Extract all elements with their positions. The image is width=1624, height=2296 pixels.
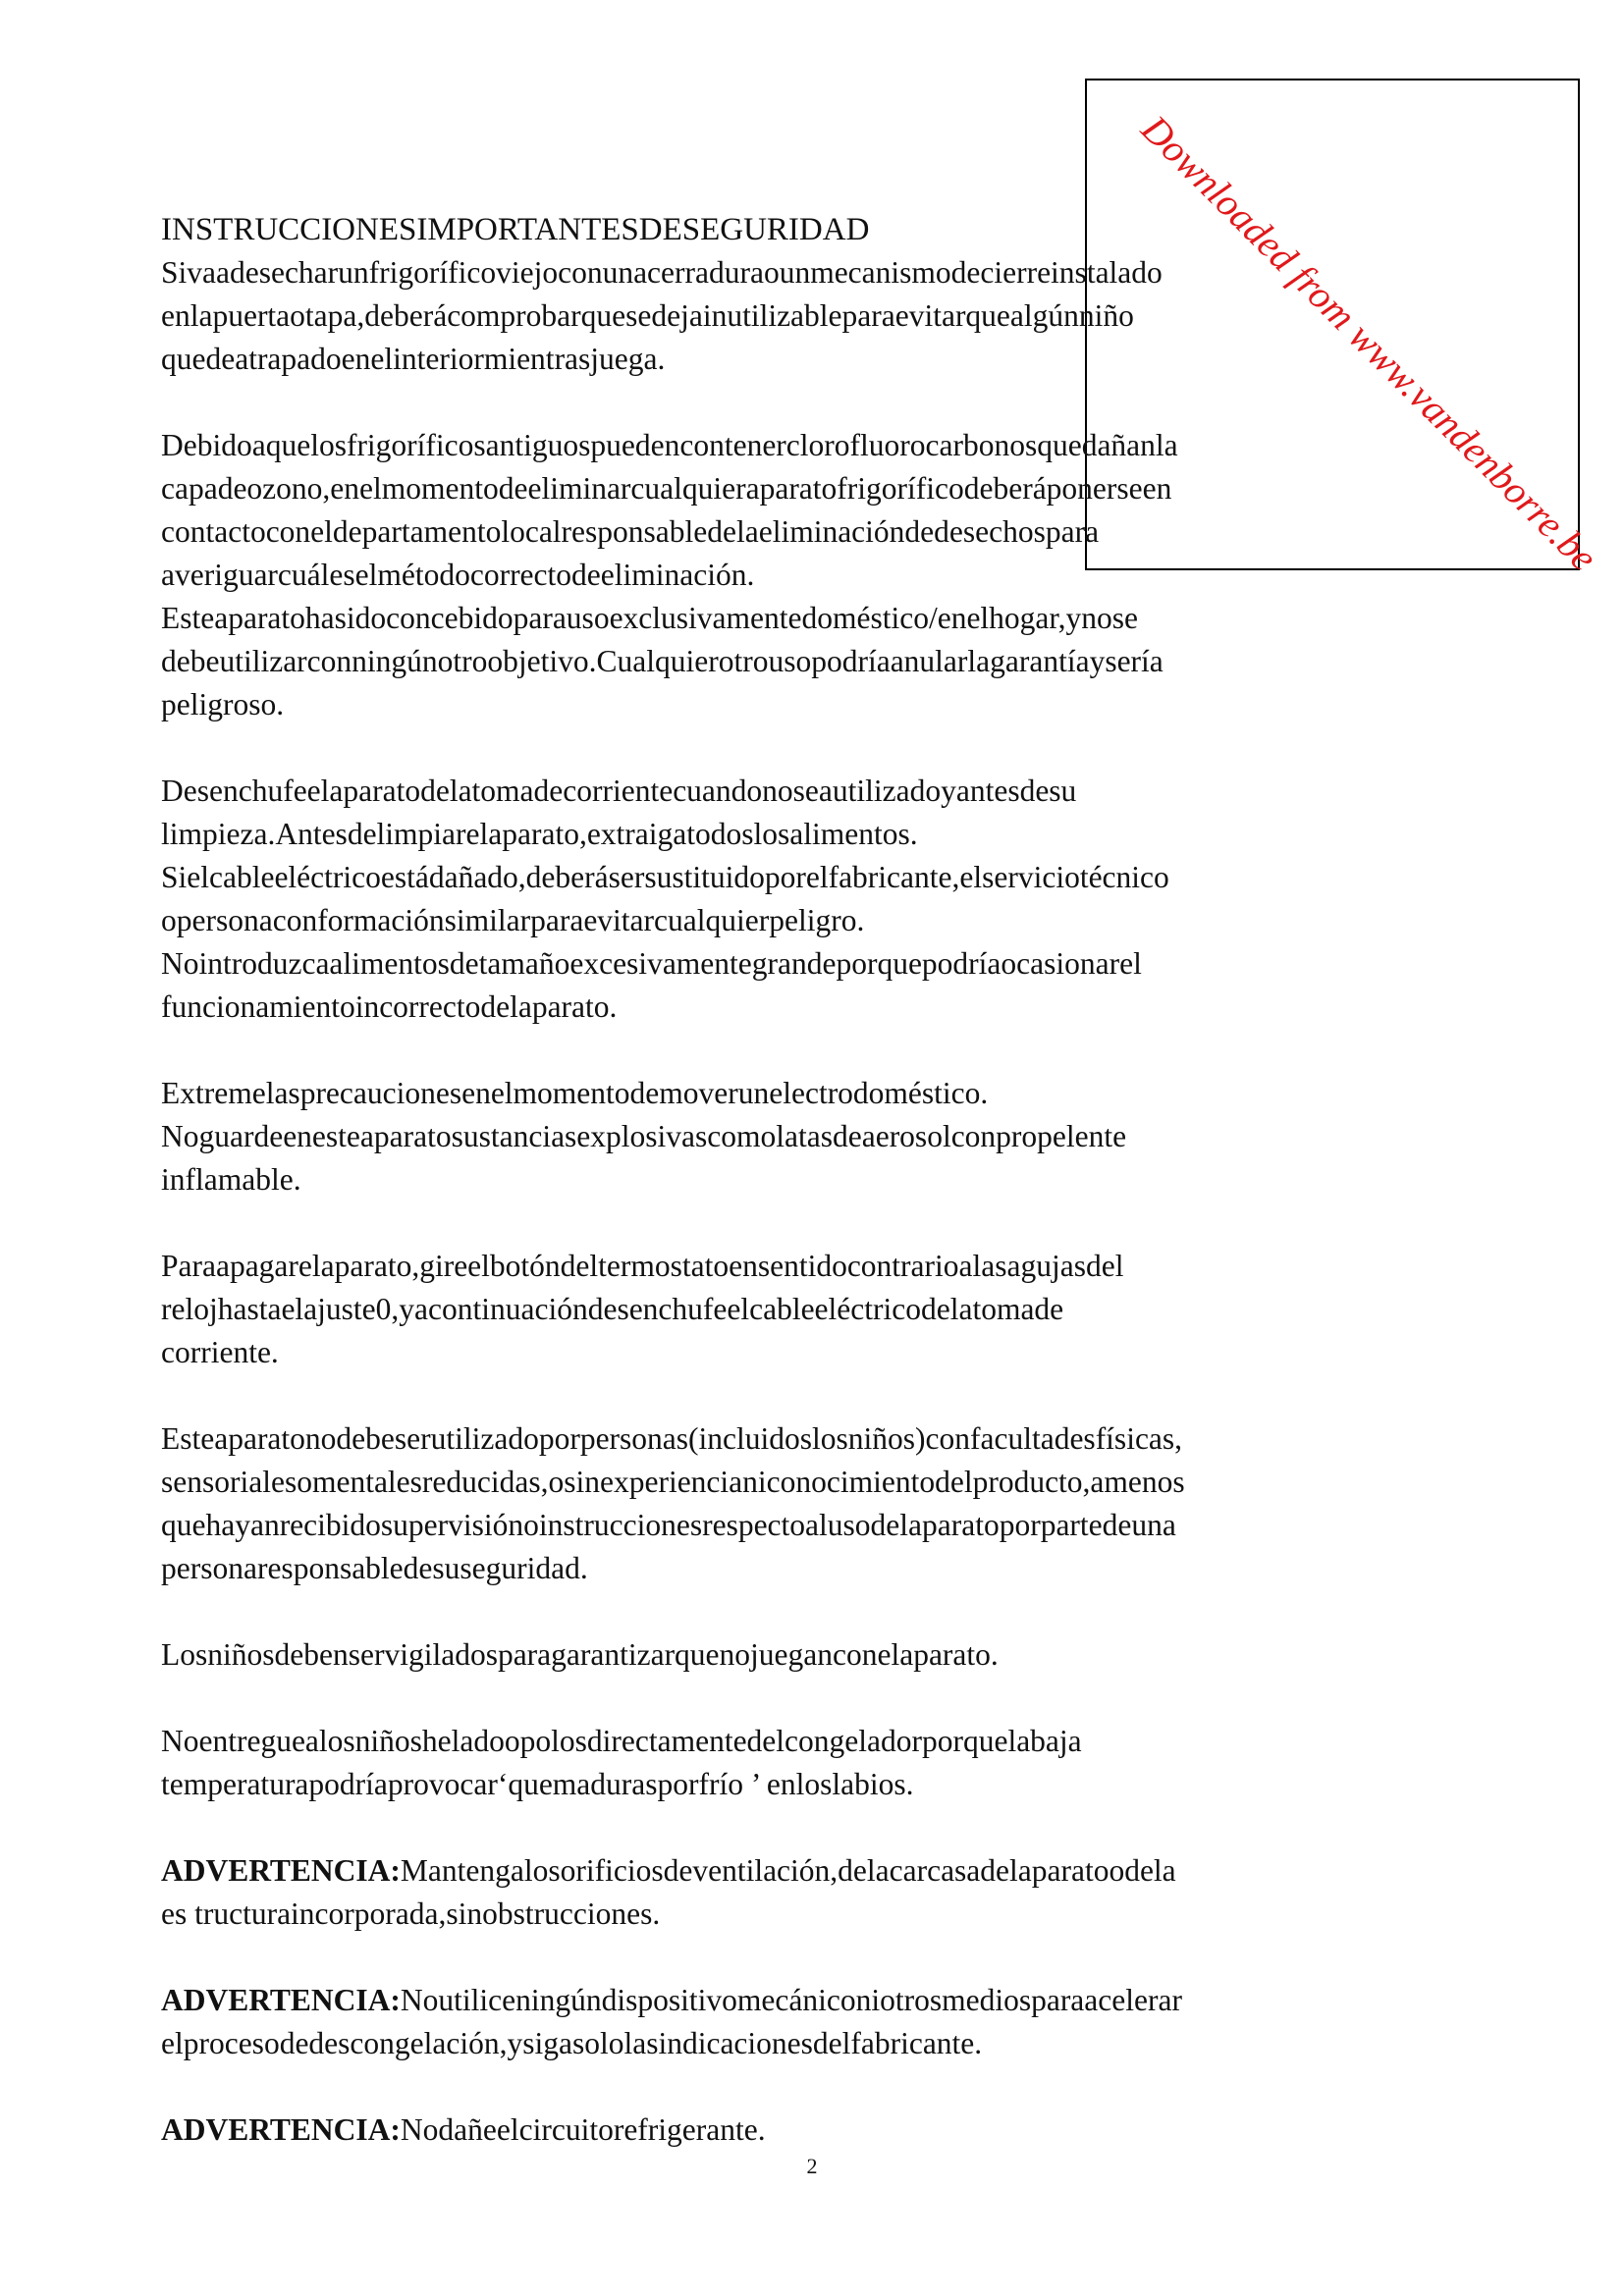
text-line: temperaturapodríaprovocar‘quemadurasporfrío ’ enloslabios. [161, 1767, 914, 1801]
text-line: Desenchufeelaparatodelatomadecorrientecuandonoseautilizadoyantesdesu [161, 774, 1077, 808]
text-line: Mantengalosorificiosdeventilación,delacarcasadelaparatoodela [400, 1853, 1176, 1888]
text-line: debeutilizarconningúnotroobjetivo.Cualquierotrousopodríaanularlagarantíaysería [161, 644, 1164, 678]
watermark-text: Downloaded from www.vandenborre.be [1133, 106, 1606, 580]
text-line: Esteaparatonodebeserutilizadoporpersonas(incluidoslosniños)confacultadesfísicas, [161, 1421, 1183, 1456]
text-line: sensorialesomentalesreducidas,osinexperiencianiconocimientodelproducto,amenos [161, 1465, 1185, 1499]
text-line: Noutiliceningúndispositivomecániconiotrosmediosparaacelerar [400, 1983, 1182, 2017]
text-line: averiguarcuáleselmétodocorrectodeeliminación. [161, 558, 755, 592]
text-line: Paraapagarelaparato,gireelbotóndeltermostatoensentidocontrarioalasagujasdel [161, 1249, 1124, 1283]
paragraph-children-supervision [161, 1633, 1388, 1677]
paragraph-cfc-disposal [161, 424, 1388, 726]
text-line: limpieza.Antesdelimpiarelaparato,extraigatodoslosalimentos. [161, 817, 918, 851]
paragraph-unplug-cleaning [161, 770, 1388, 1029]
text-line: Losniñosdebenservigiladosparagarantizarquenojueganconelaparato. [161, 1637, 999, 1672]
paragraph-moving-explosives [161, 1072, 1388, 1201]
page-number: 2 [806, 2154, 818, 2178]
text-line: funcionamientoincorrectodelaparato. [161, 989, 618, 1024]
text-line: Noentreguealosniñosheladoopolosdirectamentedelcongeladorporquelabaja [161, 1724, 1082, 1758]
text-line: inflamable. [161, 1162, 301, 1197]
paragraph-reduced-capabilities [161, 1417, 1388, 1590]
document-body [161, 208, 1388, 2152]
section-heading: INSTRUCCIONESIMPORTANTESDESEGURIDAD [161, 212, 870, 247]
text-line: Extremelasprecaucionesenelmomentodemoverunelectrodoméstico. [161, 1076, 989, 1110]
text-line: Nointroduzcaalimentosdetamañoexcesivamentegrandeporquepodríaocasionarel [161, 946, 1142, 981]
text-line: relojhastaelajuste0,yacontinuacióndesenchufeelcableeléctricodelatomade [161, 1292, 1064, 1326]
text-line: es tructuraincorporada,sinobstrucciones. [161, 1896, 661, 1931]
text-line: personaresponsabledesuseguridad. [161, 1551, 588, 1585]
text-line: quedeatrapadoenelinteriormientrasjuega. [161, 342, 666, 376]
text-line: Noguardeenesteaparatosustanciasexplosivascomolatasdeaerosolconpropelente [161, 1119, 1127, 1153]
warning-defrost [161, 1979, 1388, 2065]
text-line: elprocesodedescongelación,ysigasololasindicacionesdelfabricante. [161, 2026, 983, 2060]
text-line: peligroso. [161, 687, 285, 721]
warning-label: ADVERTENCIA: [161, 1853, 401, 1888]
warning-label: ADVERTENCIA: [161, 1983, 401, 2017]
text-line: quehayanrecibidosupervisiónoinstruccionesrespectoalusodelaparatoporpartedeuna [161, 1508, 1176, 1542]
text-line: Debidoaquelosfrigoríficosantiguospuedencontenerclorofluorocarbonosquedañanla [161, 428, 1178, 462]
text-line: Nodañeelcircuitorefrigerante. [400, 2112, 766, 2147]
text-line: Sivaadesecharunfrigoríficoviejoconunacerraduraounmecanismodecierreinstalado [161, 255, 1163, 290]
paragraph-ice-lollies [161, 1720, 1388, 1806]
paragraph-switch-off [161, 1245, 1388, 1374]
text-line: corriente. [161, 1335, 279, 1369]
text-line: Esteaparatohasidoconcebidoparausoexclusivamentedoméstico/enelhogar,ynose [161, 601, 1139, 635]
text-line: capadeozono,enelmomentodeeliminarcualquieraparatofrigoríficodeberáponerseen [161, 471, 1172, 506]
text-line: enlapuertaotapa,deberácomprobarquesedejainutilizableparaevitarquealgúnniño [161, 298, 1134, 333]
paragraph-disposal-lock [161, 251, 1388, 381]
warning-ventilation [161, 1849, 1388, 1936]
text-line: opersonaconformaciónsimilarparaevitarcualquierpeligro. [161, 903, 865, 937]
text-line: contactoconeldepartamentolocalresponsabledelaeliminacióndedesechospara [161, 514, 1100, 549]
text-line: Sielcableeléctricoestádañado,deberásersustituidoporelfabricante,elserviciotécnico [161, 860, 1169, 894]
warning-label: ADVERTENCIA: [161, 2112, 401, 2147]
warning-refrigerant-circuit [161, 2109, 1388, 2152]
